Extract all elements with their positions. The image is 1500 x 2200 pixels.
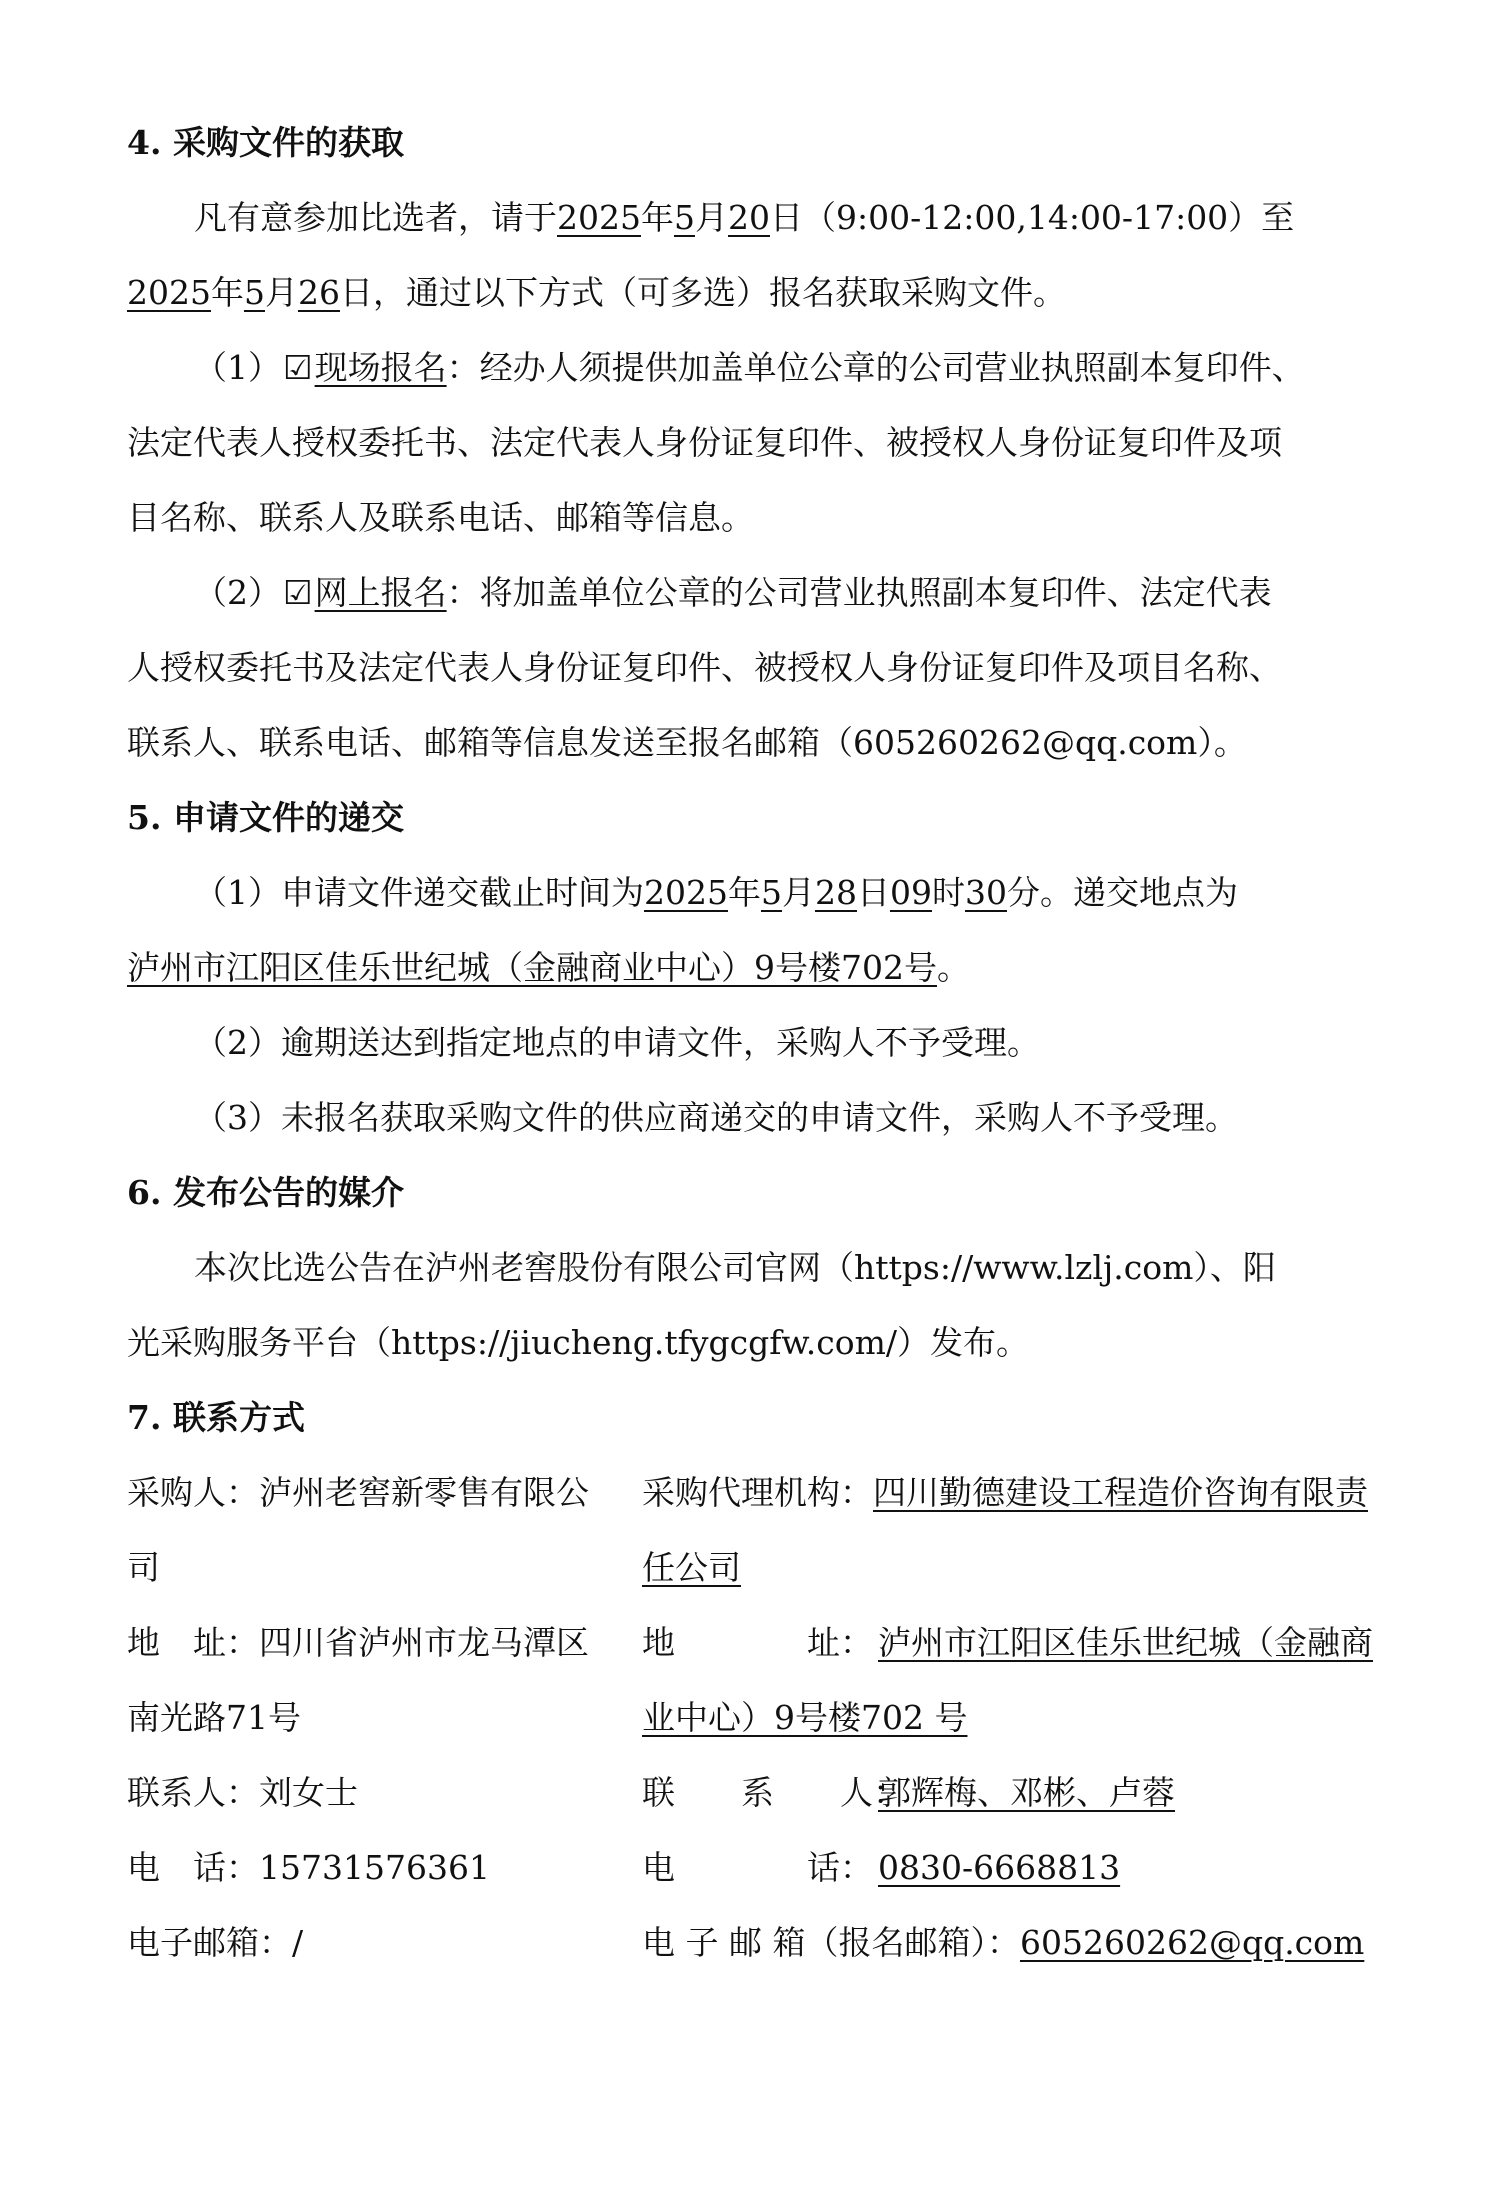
buyer-contact-column xyxy=(127,1455,627,1980)
agency-contact-persons: 郭辉梅、邓彬、卢蓉 xyxy=(878,1773,1175,1812)
unregistered-submission-rule: （3）未报名获取采购文件的供应商递交的申请文件，采购人不予受理。 xyxy=(194,1098,1238,1137)
text-fragment: 年 xyxy=(210,273,244,312)
item-number: （1） xyxy=(194,348,281,387)
filled-hour: 09 xyxy=(889,873,932,912)
late-submission-rule: （2）逾期送达到指定地点的申请文件，采购人不予受理。 xyxy=(194,1023,1040,1062)
agency-phone-label: 电 话： xyxy=(642,1848,873,1887)
filled-month: 5 xyxy=(243,273,265,312)
text-fragment: 时 xyxy=(931,873,965,912)
agency-address: 泸州市江阳区佳乐世纪城（金融商 xyxy=(878,1623,1373,1662)
buyer-name-line-2: 司 xyxy=(127,1548,160,1587)
buyer-phone: 电 话：15731576361 xyxy=(127,1848,490,1887)
text-fragment: 日，通过以下方式（可多选）报名获取采购文件。 xyxy=(339,273,1066,312)
text-fragment: 月 xyxy=(694,198,728,237)
media-line-1: 本次比选公告在泸州老窖股份有限公司官网（https://www.lzlj.com）、阳 xyxy=(194,1248,1276,1287)
agency-phone: 0830-6668813 xyxy=(878,1848,1121,1887)
item-number: （2） xyxy=(194,573,281,612)
text-fragment: 。 xyxy=(936,948,970,987)
filled-minute: 30 xyxy=(964,873,1007,912)
document-content xyxy=(127,105,1392,1980)
text-fragment: （1）申请文件递交截止时间为 xyxy=(194,873,644,912)
filled-month: 5 xyxy=(673,198,695,237)
agency-name-line-2 xyxy=(642,1530,1402,1605)
agency-name: 四川勤德建设工程造价咨询有限责 xyxy=(873,1473,1368,1512)
text-fragment: 凡有意参加比选者，请于 xyxy=(194,198,557,237)
agency-contact-column xyxy=(642,1455,1402,1980)
agency-address-continued: 业中心）9号楼702 号 xyxy=(642,1698,968,1737)
section-6-heading: 6. 发布公告的媒介 xyxy=(127,1173,404,1212)
buyer-address-line-2: 南光路71号 xyxy=(127,1698,301,1737)
onsite-registration-label: 现场报名 xyxy=(314,348,447,387)
agency-address-line-1 xyxy=(642,1605,1402,1680)
section-7-heading: 7. 联系方式 xyxy=(127,1398,305,1437)
filled-year: 2025 xyxy=(127,273,211,312)
online-registration-line-2: 人授权委托书及法定代表人身份证复印件、被授权人身份证复印件及项目名称、 xyxy=(127,648,1282,687)
onsite-registration-line-3: 目名称、联系人及联系电话、邮箱等信息。 xyxy=(127,498,754,537)
onsite-registration-line-1 xyxy=(127,330,1392,405)
section-4-paragraph-line-2 xyxy=(127,255,1392,330)
text-fragment: 日 xyxy=(856,873,890,912)
agency-phone-line xyxy=(642,1830,1402,1905)
agency-contact-line xyxy=(642,1755,1402,1830)
agency-name-continued: 任公司 xyxy=(642,1548,741,1587)
section-4-heading: 4. 采购文件的获取 xyxy=(127,123,404,162)
checkbox-checked-icon: ☑ xyxy=(283,573,313,612)
agency-label: 采购代理机构： xyxy=(642,1473,873,1512)
agency-name-line-1 xyxy=(642,1455,1402,1530)
text-fragment: 分。递交地点为 xyxy=(1006,873,1238,912)
text-fragment: 年 xyxy=(640,198,674,237)
section-4-paragraph-line-1 xyxy=(127,180,1392,255)
text-fragment: 日（9:00-12:00,14:00-17:00）至 xyxy=(769,198,1295,237)
online-registration-line-3: 联系人、联系电话、邮箱等信息发送至报名邮箱（605260262@qq.com）。 xyxy=(127,723,1247,762)
media-line-2: 光采购服务平台（https://jiucheng.tfygcgfw.com/）发布。 xyxy=(127,1323,1030,1362)
online-registration-line-1 xyxy=(127,555,1392,630)
filled-year: 2025 xyxy=(557,198,641,237)
agency-email-label: 电 子 邮 箱（报名邮箱）： xyxy=(642,1923,1020,1962)
filled-day: 20 xyxy=(727,198,770,237)
submission-address: 泸州市江阳区佳乐世纪城（金融商业中心）9号楼702号 xyxy=(127,948,937,987)
submission-address-line xyxy=(127,930,1392,1005)
buyer-contact-person: 联系人：刘女士 xyxy=(127,1773,358,1812)
checkbox-checked-icon: ☑ xyxy=(283,348,313,387)
section-5-heading: 5. 申请文件的递交 xyxy=(127,798,404,837)
buyer-name-line-1: 采购人：泸州老窖新零售有限公 xyxy=(127,1473,589,1512)
filled-year: 2025 xyxy=(644,873,728,912)
filled-day: 26 xyxy=(297,273,340,312)
agency-email-line xyxy=(642,1905,1402,1980)
text-fragment: ：经办人须提供加盖单位公章的公司营业执照副本复印件、 xyxy=(446,348,1305,387)
text-fragment: 年 xyxy=(727,873,761,912)
submission-deadline-line xyxy=(127,855,1392,930)
text-fragment: 月 xyxy=(781,873,815,912)
buyer-email: 电子邮箱：/ xyxy=(127,1923,304,1962)
onsite-registration-line-2: 法定代表人授权委托书、法定代表人身份证复印件、被授权人身份证复印件及项 xyxy=(127,423,1282,462)
text-fragment: ：将加盖单位公章的公司营业执照副本复印件、法定代表 xyxy=(446,573,1272,612)
agency-email: 605260262@qq.com xyxy=(1019,1923,1365,1962)
contact-table xyxy=(127,1455,1392,1980)
filled-day: 28 xyxy=(814,873,857,912)
filled-month: 5 xyxy=(760,873,782,912)
agency-contact-label: 联 系 人： xyxy=(642,1773,906,1812)
agency-address-line-2 xyxy=(642,1680,1402,1755)
agency-address-label: 地 址： xyxy=(642,1623,873,1662)
buyer-address-line-1: 地 址：四川省泸州市龙马潭区 xyxy=(127,1623,589,1662)
text-fragment: 月 xyxy=(264,273,298,312)
online-registration-label: 网上报名 xyxy=(314,573,447,612)
